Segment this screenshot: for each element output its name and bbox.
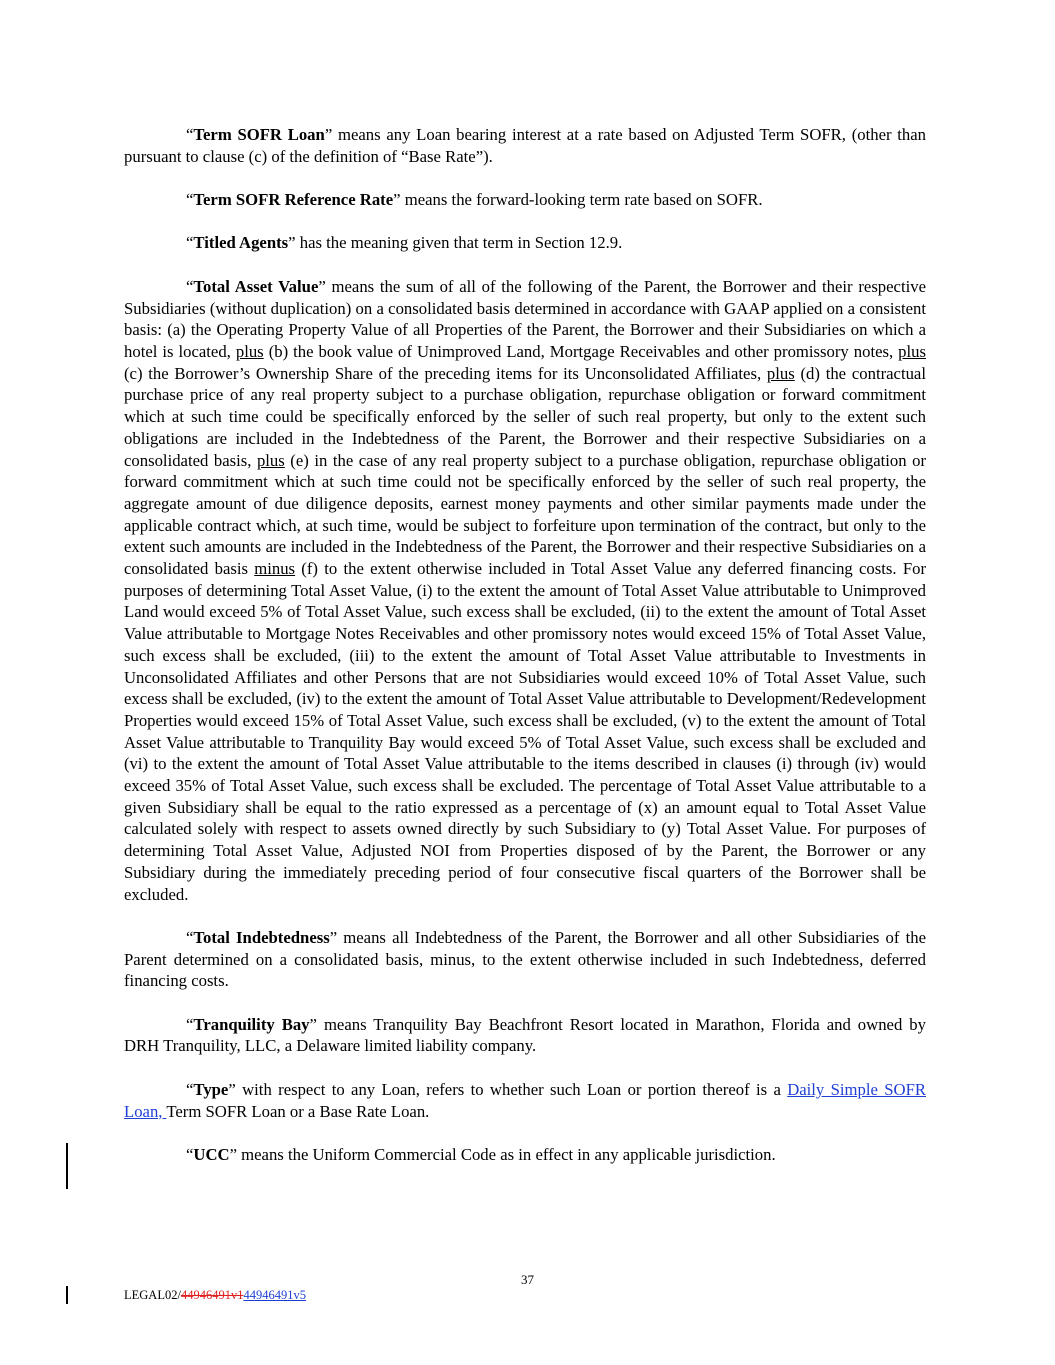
- definition-term-sofr-reference-rate: “Term SOFR Reference Rate” means the forward-looking term rate based on SOFR.: [186, 190, 763, 210]
- defined-term: Term SOFR Loan: [193, 125, 325, 144]
- defined-term: Total Indebtedness: [193, 927, 330, 947]
- document-body: [124, 124, 926, 1187]
- definition-tranquility-bay: “Tranquility Bay” means Tranquility Bay Beachfront Resort located in Marathon, Florida and owned by DRH Tranquility, LLC, a Delaware limited liability company.: [124, 1014, 926, 1056]
- underlined-plus: plus: [766, 363, 795, 383]
- revision-change-bar: [66, 1286, 68, 1304]
- defined-term: Titled Agents: [193, 233, 289, 253]
- deleted-doc-version: 44946491v1: [180, 1288, 244, 1302]
- page-number: 37: [521, 1272, 534, 1287]
- definition-type: “Type” with respect to any Loan, refers to whether such Loan or portion thereof is a Daily Simple SOFR Loan, Term SOFR Loan or a Base Rate Loan.: [124, 1079, 926, 1121]
- definition-term-sofr-loan: “Term SOFR Loan” means any Loan bearing interest at a rate based on Adjusted Term SOFR, (other than pursuant to clause (c) of the definition of “Base Rate”).: [124, 125, 926, 166]
- defined-term: Tranquility Bay: [193, 1014, 310, 1034]
- underlined-plus: plus: [235, 341, 264, 361]
- defined-term: Total Asset Value: [193, 276, 319, 296]
- inserted-doc-version[interactable]: 44946491v5: [243, 1288, 306, 1302]
- inserted-text-link[interactable]: Daily Simple SOFR Loan,: [124, 1079, 926, 1121]
- definition-titled-agents: “Titled Agents” has the meaning given that term in Section 12.9.: [186, 233, 623, 253]
- revision-change-bar: [66, 1143, 68, 1189]
- underlined-plus: plus: [256, 450, 285, 470]
- defined-term: Term SOFR Reference Rate: [193, 190, 394, 210]
- definition-total-indebtedness: “Total Indebtedness” means all Indebtedness of the Parent, the Borrower and all other Subsidiaries of the Parent determined on a consolidated basis, minus, to the extent otherwise included in such Indebtedness, deferred financing costs.: [124, 927, 926, 991]
- definition-ucc: “UCC” means the Uniform Commercial Code as in effect in any applicable jurisdiction.: [186, 1144, 776, 1164]
- document-footer-id: LEGAL02/44946491v144946491v5: [124, 1288, 306, 1302]
- defined-term: Type: [193, 1079, 229, 1099]
- definition-total-asset-value: “Total Asset Value” means the sum of all of the following of the Parent, the Borrower and their respective Subsidiaries (without duplication) on a consolidated basis determined in accordance with GAAP applied on a consistent basis: (a) the Operating Property Value of all Properties of the Parent, the Borrower and their Subsidiaries on which a hotel is located, plus (b) the book value of Unimproved Land, Mortgage Receivables and other promissory notes, plus (c) the Borrower’s Ownership Share of the preceding items for its Unconsolidated Affiliates, plus (d) the contractual purchase price of any real property subject to a purchase obligation, repurchase obligation or forward commitment which at such time could be specifically enforced by the seller of such real property, but only to the extent such obligations are included in the Indebtedness of the Parent, the Borrower and their respective Subsidiaries on a consolidated basis, plus (e) in the case of any real property subject to a purchase obligation, repurchase obligation or forward commitment which at such time could not be specifically enforced by the seller of such real property, the aggregate amount of due diligence deposits, earnest money payments and other similar payments made under the applicable contract which, at such time, would be subject to forfeiture upon termination of the contract, but only to the extent such amounts are included in the Indebtedness of the Parent, the Borrower and their respective Subsidiaries on a consolidated basis minus (f) to the extent otherwise included in Total Asset Value any deferred financing costs. For purposes of determining Total Asset Value, (i) to the extent the amount of Total Asset Value attributable to Unimproved Land would exceed 5% of Total Asset Value, such excess shall be excluded, (ii) to the extent the amount of Total Asset Value attributable to Mortgage Notes Receivables and other promissory notes would exceed 15% of Total Asset Value, such excess shall be excluded, (iii) to the extent the amount of Total Asset Value attributable to Investments in Unconsolidated Affiliates and other Persons that are not Subsidiaries would exceed 10% of Total Asset Value, such excess shall be excluded, (iv) to the extent the amount of Total Asset Value attributable to Development/Redevelopment Properties would exceed 15% of Total Asset Value, such excess shall be excluded, (v) to the extent the amount of Total Asset Value attributable to Tranquility Bay would exceed 5% of Total Asset Value, such excess shall be excluded and (vi) to the extent the amount of Total Asset Value attributable to the items described in clauses (i) through (iv) would exceed 35% of Total Asset Value, such excess shall be excluded. The percentage of Total Asset Value attributable to a given Subsidiary shall be equal to the ratio expressed as a percentage of (x) an amount equal to Total Asset Value calculated solely with respect to assets owned directly by such Subsidiary to (y) Total Asset Value. For purposes of determining Total Asset Value, Adjusted NOI from Properties disposed of by the Parent, the Borrower or any Subsidiary during the immediately preceding period of four consecutive fiscal quarters of the Borrower shall be excluded.: [124, 276, 927, 904]
- underlined-plus: plus: [898, 341, 926, 361]
- underlined-minus: minus: [254, 559, 296, 579]
- defined-term: UCC: [193, 1144, 230, 1164]
